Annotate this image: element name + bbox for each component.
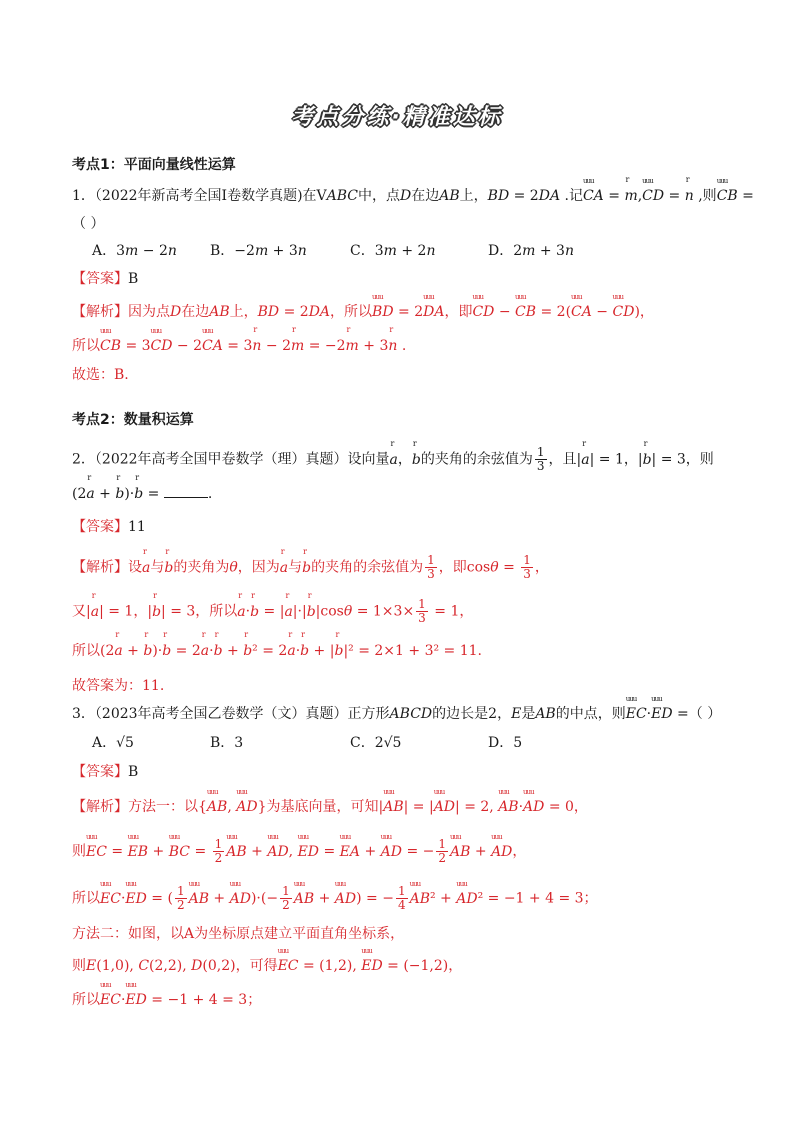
q3-analysis-line5: 则E(1,0), C(2,2), D(0,2)，可得uuu EC = (1,2), uuu ED = (−1,2)， [72, 956, 462, 976]
q2-analysis-line2: 又|r a| = 1，|r b| = 3，所以r a·r b = |r a|·|r b|cosθ = 1×3× $\frac{1}{3}$ = 1， [72, 598, 473, 625]
q3-analysis-line4: 方法二：如图，以A为坐标原点建立平面直角坐标系， [72, 926, 405, 942]
q3-analysis-line3: 所以uuu EC·uuu ED = ( $\frac{1}{2}$ uuu AB + uuu AD)·(− $\frac{1}{2}$ uuu AB + uuu AD) = − $\frac{1}{4}$ uuu AB² + uuu AD² = −1 + 4 = 3； [72, 885, 598, 912]
q3-analysis-line2: 则uuu EC = uuu EB + uuu BC = $\frac{1}{2}$ uuu AB + uuu AD, uuu ED = uuu EA + uuu AD = − $\frac{1}{2}$ uuu AB + uuu AD， [72, 838, 526, 865]
q2-answer: 【答案】11 [72, 519, 146, 535]
section-heading-1: 考点1：平面向量线性运算 [72, 157, 236, 173]
q3-option-d: D．5 [488, 735, 523, 751]
q1-analysis-line2: 所以uuu CB = 3uuu CD − 2uuu CA = 3r n − 2r m = −2r m + 3r n . [72, 336, 406, 356]
q3-option-b: B．3 [210, 735, 244, 751]
q1-option-c: C．3m + 2n [350, 243, 436, 259]
section-heading-2: 考点2：数量积运算 [72, 412, 194, 428]
page-title: 考点分练·精准达标 [291, 105, 503, 130]
q1-analysis-line3: 故选：B. [72, 367, 129, 383]
q1-option-d: D．2m + 3n [488, 243, 574, 259]
q3-option-c: C．2√5 [350, 735, 402, 751]
q1-paren: （ ） [72, 216, 105, 232]
q3-answer: 【答案】B [72, 764, 139, 780]
q2-analysis-line4: 故答案为：11. [72, 678, 165, 694]
q3-analysis-line6: 所以uuu EC·uuu ED = −1 + 4 = 3； [72, 990, 261, 1010]
q2-stem-line2: (2r a + r b)·r b = . [72, 484, 212, 504]
q1-stem: 1．（2022年新高考全国I卷数学真题)在VABC中，点D在边AB上，BD = 2DA .记uuu CA = r m,uuu CD = r n ,则uuu CB = [72, 186, 754, 206]
q2-stem: 2．（2022年高考全国甲卷数学（理）真题）设向量r a，r b的夹角的余弦值为 $\frac{1}{3}$ ，且|r a| = 1，|r b| = 3，则 [72, 446, 714, 473]
q1-answer: 【答案】B [72, 271, 139, 287]
q3-option-a: A．√5 [92, 735, 134, 751]
answer-blank[interactable] [164, 485, 208, 498]
q2-analysis-line1: 【解析】设r a与r b的夹角为θ，因为r a与r b的夹角的余弦值为 $\frac{1}{3}$ ，即cosθ = $\frac{1}{3}$ ， [72, 554, 549, 581]
q3-stem: 3．（2023年高考全国乙卷数学（文）真题）正方形ABCD的边长是2，E是AB的中点，则uuu EC·uuu ED =（ ） [72, 704, 721, 724]
q3-analysis-line1: 【解析】方法一：以{uuu AB, uuu AD}为基底向量，可知|uuu AB| = |uuu AD| = 2, uuu AB·uuu AD = 0， [72, 797, 588, 817]
q1-analysis-line1: 【解析】因为点D在边AB上，BD = 2DA，所以uuu BD = 2uuu DA，即uuu CD − uuu CB = 2(uuu CA − uuu CD)， [72, 302, 654, 322]
q2-analysis-line3: 所以(2r a + r b)·r b = 2r a·r b + r b² = 2r a·r b + |r b|² = 2×1 + 3² = 11. [72, 641, 482, 661]
q1-option-b: B．−2m + 3n [210, 243, 307, 259]
q1-option-a: A．3m − 2n [92, 243, 177, 259]
